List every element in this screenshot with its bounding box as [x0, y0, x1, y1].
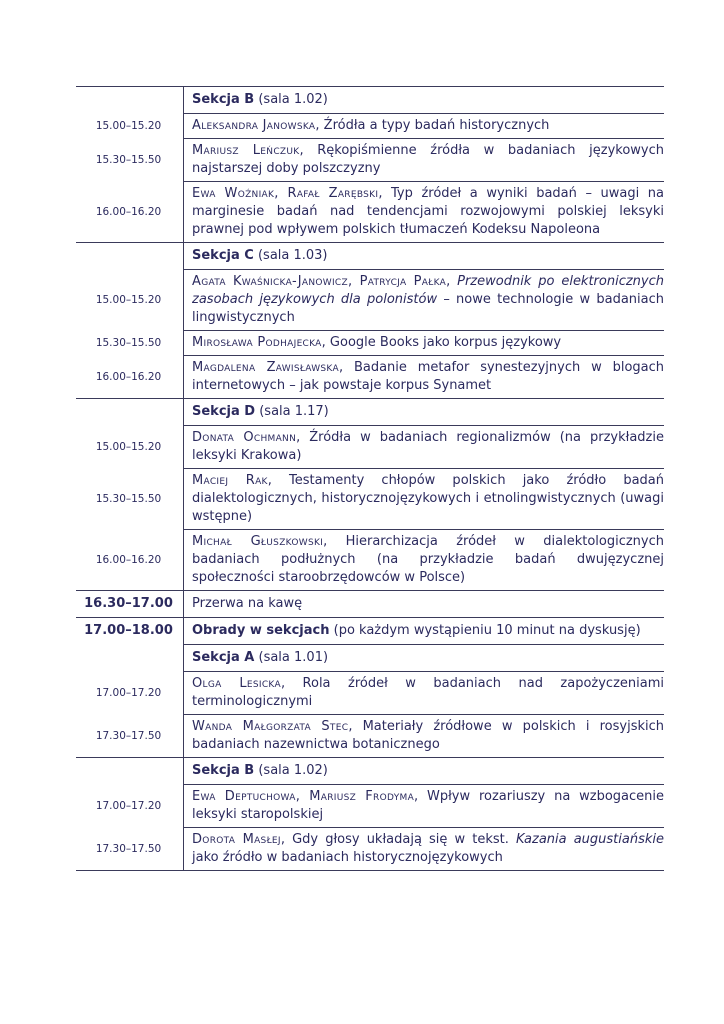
talk-separator: ,	[280, 676, 303, 691]
section-title: Sekcja B	[192, 92, 255, 107]
talk-authors: Aleksandra Janowska	[192, 118, 316, 133]
talk-separator: ,	[267, 473, 290, 488]
talk-title: Materiały źródłowe w polskich i rosyjskich badaniach nazewnictwa botanicznego	[192, 719, 665, 752]
talk-row	[76, 331, 664, 356]
talk-time: 15.00–15.20	[76, 426, 184, 469]
talk-title: Hierarchizacja źródeł w dialektologicznych badaniach podłużnych (na przykładzie badań dwujęzycznej społeczności staroobrzędowców w Polsce)	[192, 534, 664, 585]
section-header-row	[76, 399, 664, 426]
talk-separator: ,	[414, 789, 427, 804]
break-row	[76, 591, 664, 618]
talk-time: 16.00–16.20	[76, 182, 184, 243]
talk-separator: ,	[280, 832, 293, 847]
talk-separator: ,	[323, 534, 346, 549]
talk-entry	[184, 785, 665, 828]
talk-time: 17.30–17.50	[76, 715, 184, 758]
time-cell	[76, 645, 184, 672]
section-header-row	[76, 87, 664, 114]
talk-entry	[184, 672, 665, 715]
section-room: (sala 1.01)	[258, 650, 329, 665]
section-title: Sekcja A	[192, 650, 255, 665]
talk-authors: Mariusz Leńczuk	[192, 143, 300, 158]
talk-entry	[184, 270, 665, 331]
talk-separator: ,	[315, 118, 324, 133]
break-label: Przerwa na kawę	[184, 591, 665, 618]
talk-title: Źródła w badaniach regionalizmów (na przykładzie leksyki Krakowa)	[192, 430, 664, 463]
session-label-rest: (po każdym wystąpieniu 10 minut na dyskusję)	[329, 623, 641, 638]
talk-entry	[184, 356, 665, 399]
talk-title: Typ źródeł a wyniki badań – uwagi na marginesie badań nad tendencjami rozwojowymi polskiej leksyki prawnej pod wpływem polskich tłumaczeń Kodeksu Napoleona	[192, 186, 665, 237]
talk-time: 17.00–17.20	[76, 672, 184, 715]
talk-entry	[184, 139, 665, 182]
talk-title: Gdy głosy układają się w tekst.	[292, 832, 516, 847]
talk-time: 15.30–15.50	[76, 139, 184, 182]
talk-row	[76, 672, 664, 715]
talk-row	[76, 114, 664, 139]
section-header	[184, 87, 665, 114]
talk-title-italic: Przewodnik po elektronicznych zasobach językowych dla polonistów	[192, 274, 665, 307]
talk-row	[76, 270, 664, 331]
talk-entry	[184, 469, 665, 530]
talk-title-italic: Kazania augustiańskie	[515, 832, 664, 847]
talk-separator: ,	[338, 360, 354, 375]
talk-row	[76, 715, 664, 758]
section-header	[184, 243, 665, 270]
talk-title: Rola źródeł w badaniach nad zapożyczeniami terminologicznymi	[192, 676, 664, 709]
talk-separator: ,	[321, 335, 330, 350]
section-header	[184, 645, 665, 672]
section-title: Sekcja B	[192, 763, 255, 778]
talk-authors: Agata Kwaśnicka-Janowicz, Patrycja Pałka	[192, 274, 447, 289]
talk-entry	[184, 715, 665, 758]
section-room: (sala 1.17)	[259, 404, 329, 419]
time-cell	[76, 243, 184, 270]
talk-time: 17.30–17.50	[76, 828, 184, 871]
talk-separator: ,	[378, 186, 392, 201]
section-header	[184, 399, 665, 426]
section-room: (sala 1.02)	[258, 92, 328, 107]
talk-row	[76, 426, 664, 469]
section-room: (sala 1.03)	[257, 248, 328, 263]
talk-separator: ,	[296, 430, 310, 445]
session-time: 17.00–18.00	[76, 618, 184, 645]
talk-authors: Mirosława Podhajecka	[192, 335, 322, 350]
talk-entry	[184, 331, 665, 356]
talk-authors: Donata Ochmann	[192, 430, 297, 445]
time-cell	[76, 399, 184, 426]
section-header-row	[76, 758, 664, 785]
talk-row	[76, 530, 664, 591]
talk-row	[76, 139, 664, 182]
section-header-row	[76, 243, 664, 270]
talk-authors: Magdalena Zawisławska	[192, 360, 339, 375]
schedule-table	[76, 86, 664, 871]
talk-row	[76, 828, 664, 871]
talk-authors: Wanda Małgorzata Stec	[192, 719, 349, 734]
talk-separator: ,	[299, 143, 318, 158]
talk-entry	[184, 426, 665, 469]
talk-authors: Olga Lesicka	[192, 676, 281, 691]
talk-entry	[184, 828, 665, 871]
break-time: 16.30–17.00	[76, 591, 184, 618]
talk-time: 17.00–17.20	[76, 785, 184, 828]
talk-title: Google Books jako korpus językowy	[329, 335, 562, 350]
talk-time: 15.00–15.20	[76, 270, 184, 331]
talk-authors: Michał Głuszkowski	[192, 534, 324, 549]
talk-authors: Ewa Deptuchowa, Mariusz Frodyma	[192, 789, 415, 804]
talk-entry	[184, 114, 665, 139]
session-label-bold: Obrady w sekcjach	[192, 623, 330, 638]
talk-row	[76, 469, 664, 530]
talk-separator: ,	[348, 719, 363, 734]
section-room: (sala 1.02)	[258, 763, 328, 778]
talk-row	[76, 785, 664, 828]
talk-time: 16.00–16.20	[76, 356, 184, 399]
talk-title: Badanie metafor synestezyjnych w blogach internetowych – jak powstaje korpus Synamet	[192, 360, 664, 393]
talk-time: 15.30–15.50	[76, 331, 184, 356]
talk-title: – nowe technologie w badaniach lingwistycznych	[192, 292, 664, 325]
talk-title-after: jako źródło w badaniach historycznojęzykowych	[192, 850, 503, 865]
talk-entry	[184, 530, 665, 591]
talk-title: Wpływ rozariuszy na wzbogacenie leksyki staropolskiej	[192, 789, 664, 822]
talk-title: Testamenty chłopów polskich jako źródło badań dialektologicznych, historycznojęzykowych i etnolingwistycznych (uwagi wstępne)	[192, 473, 665, 524]
talk-authors: Dorota Masłej	[192, 832, 281, 847]
session-label	[184, 618, 665, 645]
section-header	[184, 758, 665, 785]
talk-entry	[184, 182, 665, 243]
time-cell	[76, 87, 184, 114]
section-title: Sekcja C	[192, 248, 254, 263]
talk-separator: ,	[446, 274, 458, 289]
talk-authors: Maciej Rak	[192, 473, 268, 488]
time-cell	[76, 758, 184, 785]
talk-time: 16.00–16.20	[76, 530, 184, 591]
talk-row	[76, 182, 664, 243]
session-row	[76, 618, 664, 645]
section-title: Sekcja D	[192, 404, 256, 419]
talk-time: 15.00–15.20	[76, 114, 184, 139]
talk-title: Źródła a typy badań historycznych	[323, 118, 550, 133]
talk-authors: Ewa Woźniak, Rafał Zarębski	[192, 186, 379, 201]
talk-title: Rękopiśmienne źródła w badaniach językowych najstarszej doby polszczyzny	[192, 143, 664, 176]
talk-row	[76, 356, 664, 399]
talk-time: 15.30–15.50	[76, 469, 184, 530]
section-header-row	[76, 645, 664, 672]
